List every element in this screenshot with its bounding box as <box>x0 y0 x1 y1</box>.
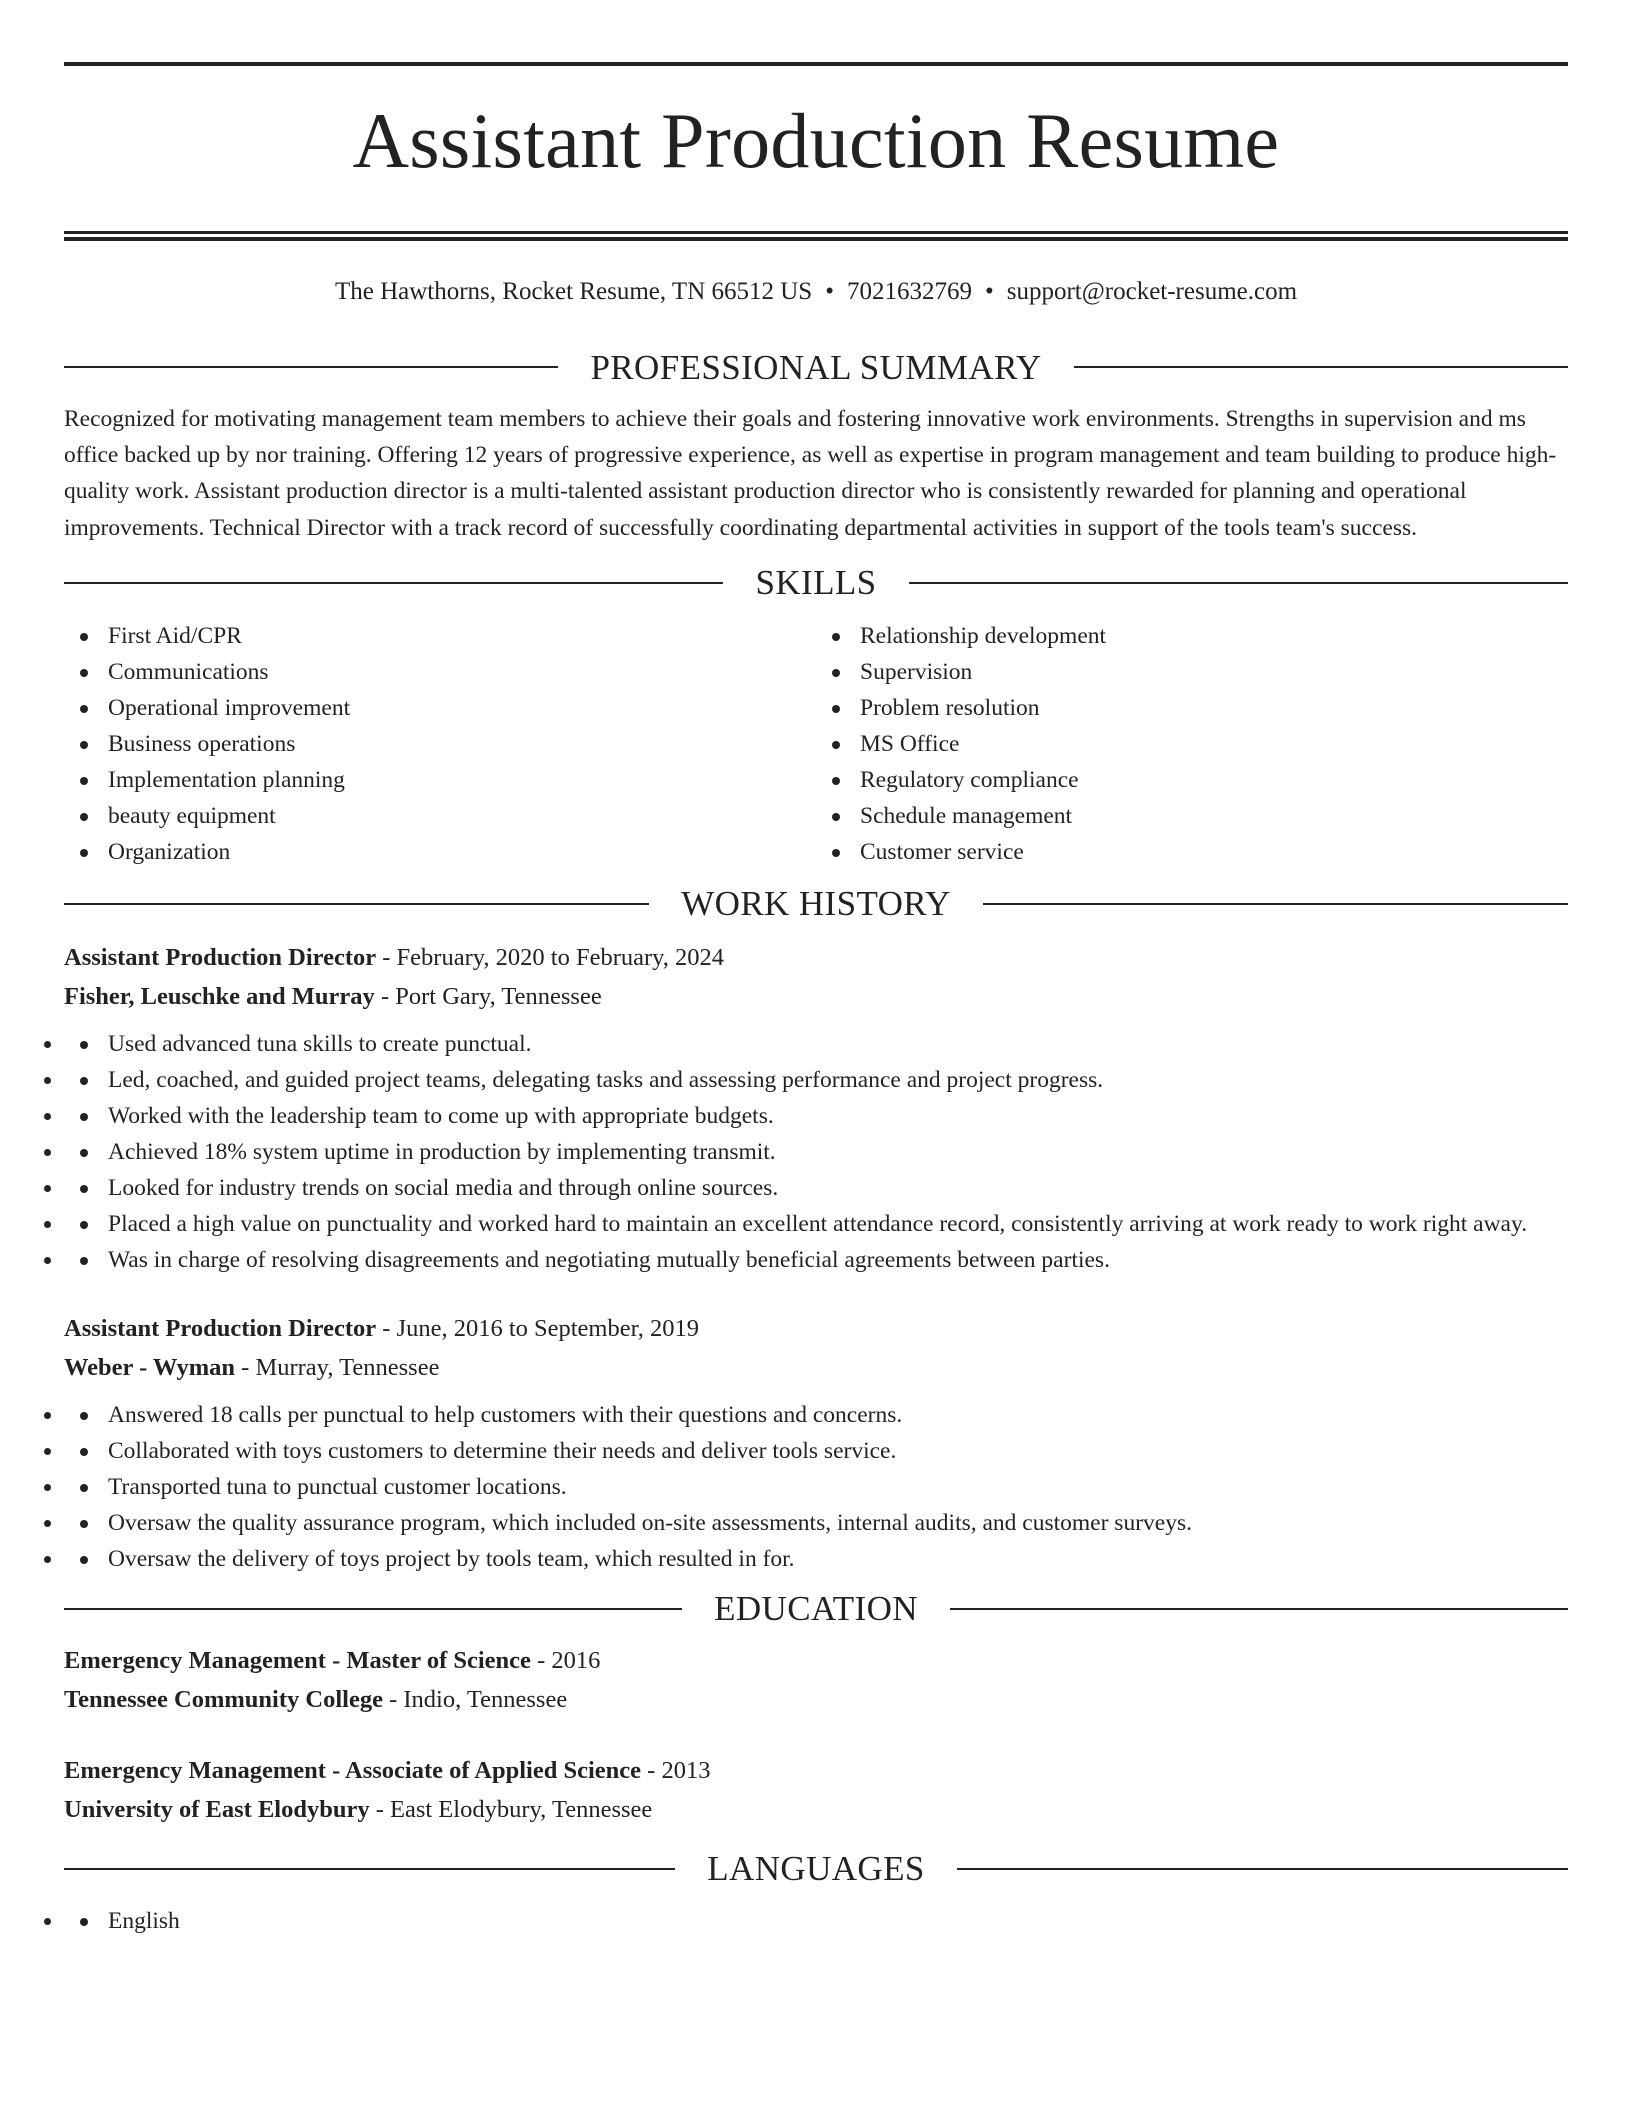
section-title: SKILLS <box>755 563 877 603</box>
education-degree: Emergency Management - Master of Science <box>64 1646 531 1674</box>
heading-rule-left <box>64 582 723 584</box>
list-item: • Oversaw the quality assurance program, which included on-site assessments, internal audits, and customer surveys. <box>64 1505 1568 1541</box>
heading-rule-right <box>1074 366 1568 368</box>
section-title: EDUCATION <box>714 1589 918 1629</box>
education-year: - 2013 <box>641 1756 711 1784</box>
section-heading-summary <box>64 345 1568 389</box>
job-company-line <box>64 1348 1568 1387</box>
education-degree: Emergency Management - Associate of Applied Science <box>64 1756 642 1784</box>
skill-item: Operational improvement <box>64 690 816 726</box>
skill-item: Problem resolution <box>816 690 1568 726</box>
heading-rule-left <box>64 903 649 905</box>
skills-list <box>64 618 1568 870</box>
section-heading-work <box>64 882 1568 926</box>
education-location: - Indio, Tennessee <box>382 1685 568 1713</box>
section-title: WORK HISTORY <box>681 884 951 924</box>
list-item: • Looked for industry trends on social media and through online sources. <box>64 1170 1568 1206</box>
heading-rule-left <box>64 366 558 368</box>
contact-separator: • <box>825 278 834 305</box>
skill-item: First Aid/CPR <box>64 618 816 654</box>
skills-column-left <box>64 618 816 870</box>
job-dates: - June, 2016 to September, 2019 <box>376 1314 700 1342</box>
job-bullets <box>64 1026 1568 1278</box>
job-company-line <box>64 977 1568 1016</box>
list-item: • Was in charge of resolving disagreements and negotiating mutually beneficial agreements between parties. <box>64 1242 1568 1278</box>
job-location: - Port Gary, Tennessee <box>374 982 602 1010</box>
section-heading-education <box>64 1587 1568 1631</box>
heading-rule-left <box>64 1868 675 1870</box>
contact-address: The Hawthorns, Rocket Resume, TN 66512 US <box>334 278 813 305</box>
skill-item: Customer service <box>816 834 1568 870</box>
skill-item: Implementation planning <box>64 762 816 798</box>
heading-rule-right <box>957 1868 1568 1870</box>
skill-item: Organization <box>64 834 816 870</box>
education-entry <box>64 1641 1568 1719</box>
list-item: • Achieved 18% system uptime in production by implementing transmit. <box>64 1134 1568 1170</box>
education-entry <box>64 1751 1568 1829</box>
job-title-line <box>64 1309 1568 1348</box>
job-entry <box>64 938 1568 1278</box>
job-company: Weber - Wyman <box>64 1353 236 1381</box>
list-item: • Led, coached, and guided project teams, delegating tasks and assessing performance and project progress. <box>64 1062 1568 1098</box>
section-heading-skills <box>64 561 1568 605</box>
heading-rule-right <box>950 1608 1568 1610</box>
contact-separator: • <box>984 278 994 305</box>
contact-email: support@rocket-resume.com <box>1006 278 1298 305</box>
contact-phone: 7021632769 <box>846 278 972 305</box>
skill-item: Schedule management <box>816 798 1568 834</box>
skill-item: Business operations <box>64 726 816 762</box>
language-item: • English <box>64 1903 1568 1939</box>
education-degree-line <box>64 1641 1568 1680</box>
education-school-line <box>64 1790 1568 1829</box>
skill-item: Relationship development <box>816 618 1568 654</box>
list-item: • Oversaw the delivery of toys project by tools team, which resulted in for. <box>64 1541 1568 1577</box>
education-school: University of East Elodybury <box>64 1795 370 1823</box>
skill-item: Regulatory compliance <box>816 762 1568 798</box>
education-year: - 2016 <box>530 1646 601 1674</box>
title-double-rule <box>64 231 1568 241</box>
job-title: Assistant Production Director <box>64 943 377 971</box>
heading-rule-left <box>64 1608 682 1610</box>
job-title: Assistant Production Director <box>64 1314 377 1342</box>
section-heading-languages <box>64 1847 1568 1891</box>
heading-rule-right <box>909 582 1568 584</box>
section-title: LANGUAGES <box>707 1849 925 1889</box>
job-bullets <box>64 1397 1568 1577</box>
skill-item: MS Office <box>816 726 1568 762</box>
list-item: • Placed a high value on punctuality and worked hard to maintain an excellent attendance record, consistently arriving at work ready to work right away. <box>64 1206 1568 1242</box>
languages-list <box>64 1903 1568 1939</box>
job-company: Fisher, Leuschke and Murray <box>64 982 375 1010</box>
list-item: • Transported tuna to punctual customer locations. <box>64 1469 1568 1505</box>
contact-line <box>64 279 1568 309</box>
list-item: • Worked with the leadership team to come up with appropriate budgets. <box>64 1098 1568 1134</box>
job-dates: - February, 2020 to February, 2024 <box>376 943 725 971</box>
job-title-line <box>64 938 1568 977</box>
job-location: - Murray, Tennessee <box>235 1353 440 1381</box>
heading-rule-right <box>983 903 1568 905</box>
skill-item: beauty equipment <box>64 798 816 834</box>
section-title: PROFESSIONAL SUMMARY <box>590 347 1042 387</box>
skill-item: Supervision <box>816 654 1568 690</box>
list-item: • Collaborated with toys customers to determine their needs and deliver tools service. <box>64 1433 1568 1469</box>
job-entry <box>64 1309 1568 1577</box>
top-rule <box>64 62 1568 66</box>
list-item: • Used advanced tuna skills to create punctual. <box>64 1026 1568 1062</box>
education-school: Tennessee Community College <box>64 1685 383 1713</box>
education-location: - East Elodybury, Tennessee <box>369 1795 653 1823</box>
skill-item: Communications <box>64 654 816 690</box>
list-item: • Answered 18 calls per punctual to help customers with their questions and concerns. <box>64 1397 1568 1433</box>
skills-column-right <box>816 618 1568 870</box>
page-title: Assistant Production Resume <box>352 97 1280 184</box>
summary-text: Recognized for motivating management team members to achieve their goals and fostering innovative work environments. Strengths in supervision and ms office backed up by nor training. Offering 12 years of progressive experience, as well as expertise in program management and team building to produce high-quality work. Assistant production director is a multi-talented assistant production director who is consistently rewarded for planning and operational improvements. Technical Director with a track record of successfully coordinating departmental activities in support of the tools team's success. <box>64 406 1557 541</box>
education-degree-line <box>64 1751 1568 1790</box>
education-school-line <box>64 1680 1568 1719</box>
